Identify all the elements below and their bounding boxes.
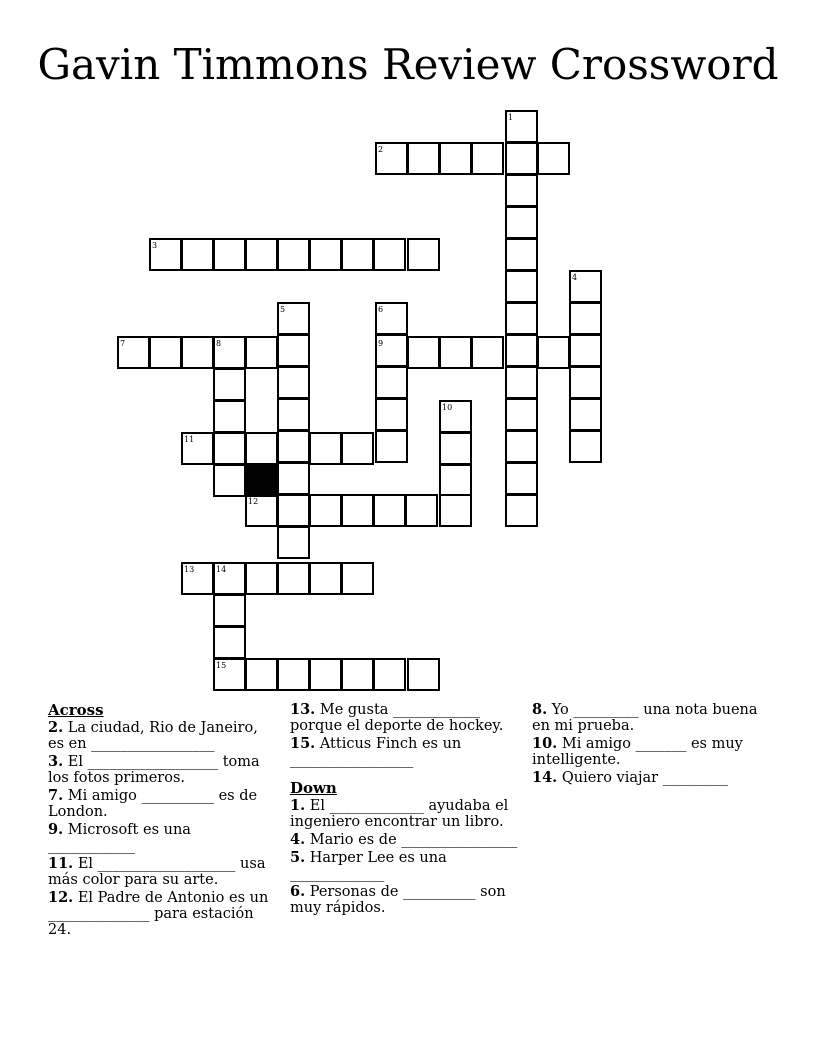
clue-across-12: 12. El Padre de Antonio es un ______________ para estación 24. xyxy=(48,889,269,938)
grid-cell[interactable] xyxy=(181,336,214,369)
clue-number: 12 xyxy=(248,497,259,506)
grid-cell[interactable] xyxy=(505,206,538,239)
clue-across-3: 3. El __________________ toma los fotos primeros. xyxy=(48,753,260,786)
grid-cell[interactable] xyxy=(569,430,602,463)
grid-cell[interactable] xyxy=(277,430,310,463)
clue-number: 7 xyxy=(120,339,126,348)
grid-cell[interactable] xyxy=(245,432,278,465)
grid-cell[interactable] xyxy=(277,658,310,691)
down-heading: Down xyxy=(290,779,337,797)
clue-number: 5 xyxy=(280,305,286,314)
grid-cell[interactable] xyxy=(439,432,472,465)
grid-cell[interactable] xyxy=(405,494,438,527)
grid-cell[interactable] xyxy=(407,336,440,369)
grid-cell[interactable] xyxy=(213,594,246,627)
grid-cell[interactable] xyxy=(277,494,310,527)
grid-cell[interactable] xyxy=(213,368,246,401)
grid-cell[interactable] xyxy=(341,238,374,271)
grid-cell[interactable] xyxy=(569,398,602,431)
grid-cell[interactable] xyxy=(439,336,472,369)
grid-cell[interactable] xyxy=(309,562,342,595)
grid-cell[interactable] xyxy=(537,336,570,369)
grid-cell[interactable] xyxy=(505,398,538,431)
grid-cell[interactable] xyxy=(439,494,472,527)
grid-cell[interactable] xyxy=(537,142,570,175)
clue-number: 2 xyxy=(378,145,384,154)
grid-cell[interactable] xyxy=(407,142,440,175)
grid-cell[interactable] xyxy=(569,302,602,335)
clue-number: 3 xyxy=(152,241,158,250)
grid-cell[interactable] xyxy=(309,238,342,271)
clue-number: 11 xyxy=(184,435,195,444)
black-cell xyxy=(245,464,278,497)
grid-cell[interactable] xyxy=(277,398,310,431)
clue-down-6: 6. Personas de __________ son muy rápidos. xyxy=(290,883,506,916)
clue-number: 6 xyxy=(378,305,384,314)
clues-column-2 xyxy=(290,702,520,918)
grid-cell[interactable] xyxy=(245,238,278,271)
grid-cell[interactable] xyxy=(245,562,278,595)
clues-column-3 xyxy=(532,702,762,788)
grid-cell[interactable] xyxy=(407,658,440,691)
clue-number: 9 xyxy=(378,339,384,348)
grid-cell[interactable] xyxy=(505,334,538,367)
clue-down-4: 4. Mario es de ________________ xyxy=(290,831,518,848)
grid-cell[interactable] xyxy=(149,336,182,369)
grid-cell[interactable] xyxy=(505,142,538,175)
grid-cell[interactable] xyxy=(505,270,538,303)
clue-number: 1 xyxy=(508,113,514,122)
grid-cell[interactable] xyxy=(375,430,408,463)
clue-across-15: 15. Atticus Finch es un _________________ xyxy=(290,735,462,768)
grid-cell[interactable] xyxy=(213,432,246,465)
grid-cell[interactable] xyxy=(373,658,406,691)
grid-cell[interactable] xyxy=(373,494,406,527)
clue-across-11: 11. El ___________________ usa más color para su arte. xyxy=(48,855,266,888)
grid-cell[interactable] xyxy=(375,366,408,399)
clue-down-1: 1. El _____________ ayudaba el ingeniero encontrar un libro. xyxy=(290,797,509,830)
grid-cell[interactable] xyxy=(505,430,538,463)
grid-cell[interactable] xyxy=(277,462,310,495)
grid-cell[interactable] xyxy=(471,142,504,175)
clue-down-5: 5. Harper Lee es una _____________ xyxy=(290,849,447,882)
grid-cell[interactable] xyxy=(277,238,310,271)
clue-across-7: 7. Mi amigo __________ es de London. xyxy=(48,787,258,820)
grid-cell[interactable] xyxy=(277,526,310,559)
grid-cell[interactable] xyxy=(471,336,504,369)
clue-number: 4 xyxy=(572,273,578,282)
grid-cell[interactable] xyxy=(245,336,278,369)
clue-down-10: 10. Mi amigo _______ es muy intelligente. xyxy=(532,735,743,768)
grid-cell[interactable] xyxy=(375,398,408,431)
grid-cell[interactable] xyxy=(505,174,538,207)
grid-cell[interactable] xyxy=(309,432,342,465)
grid-cell[interactable] xyxy=(505,238,538,271)
grid-cell[interactable] xyxy=(213,464,246,497)
grid-cell[interactable] xyxy=(277,334,310,367)
clue-number: 13 xyxy=(184,565,195,574)
clue-down-8: 8. Yo _________ una nota buena en mi prueba. xyxy=(532,701,758,734)
grid-cell[interactable] xyxy=(341,562,374,595)
grid-cell[interactable] xyxy=(277,366,310,399)
grid-cell[interactable] xyxy=(569,334,602,367)
grid-cell[interactable] xyxy=(213,626,246,659)
grid-cell[interactable] xyxy=(505,302,538,335)
grid-cell[interactable] xyxy=(181,238,214,271)
clue-number: 10 xyxy=(442,403,453,412)
grid-cell[interactable] xyxy=(373,238,406,271)
grid-cell[interactable] xyxy=(407,238,440,271)
grid-cell[interactable] xyxy=(341,494,374,527)
across-heading: Across xyxy=(48,701,104,719)
clue-number: 14 xyxy=(216,565,227,574)
grid-cell[interactable] xyxy=(439,142,472,175)
clue-across-13: 13. Me gusta ____________ porque el deporte de hockey. xyxy=(290,701,504,734)
grid-cell[interactable] xyxy=(341,432,374,465)
clues-column-1 xyxy=(48,702,278,940)
grid-cell[interactable] xyxy=(505,366,538,399)
clue-down-14: 14. Quiero viajar _________ xyxy=(532,769,728,786)
grid-cell[interactable] xyxy=(277,562,310,595)
grid-cell[interactable] xyxy=(309,494,342,527)
page-title: Gavin Timmons Review Crossword xyxy=(37,40,779,89)
grid-cell[interactable] xyxy=(213,400,246,433)
clue-across-9: 9. Microsoft es una ____________ xyxy=(48,821,191,854)
grid-cell[interactable] xyxy=(309,658,342,691)
grid-cell[interactable] xyxy=(245,658,278,691)
grid-cell[interactable] xyxy=(505,494,538,527)
grid-cell[interactable] xyxy=(505,462,538,495)
grid-cell[interactable] xyxy=(341,658,374,691)
clue-number: 15 xyxy=(216,661,227,670)
grid-cell[interactable] xyxy=(213,238,246,271)
grid-cell[interactable] xyxy=(569,366,602,399)
grid-cell[interactable] xyxy=(439,464,472,497)
clue-across-2: 2. La ciudad, Rio de Janeiro, es en _________________ xyxy=(48,719,258,752)
clue-number: 8 xyxy=(216,339,222,348)
